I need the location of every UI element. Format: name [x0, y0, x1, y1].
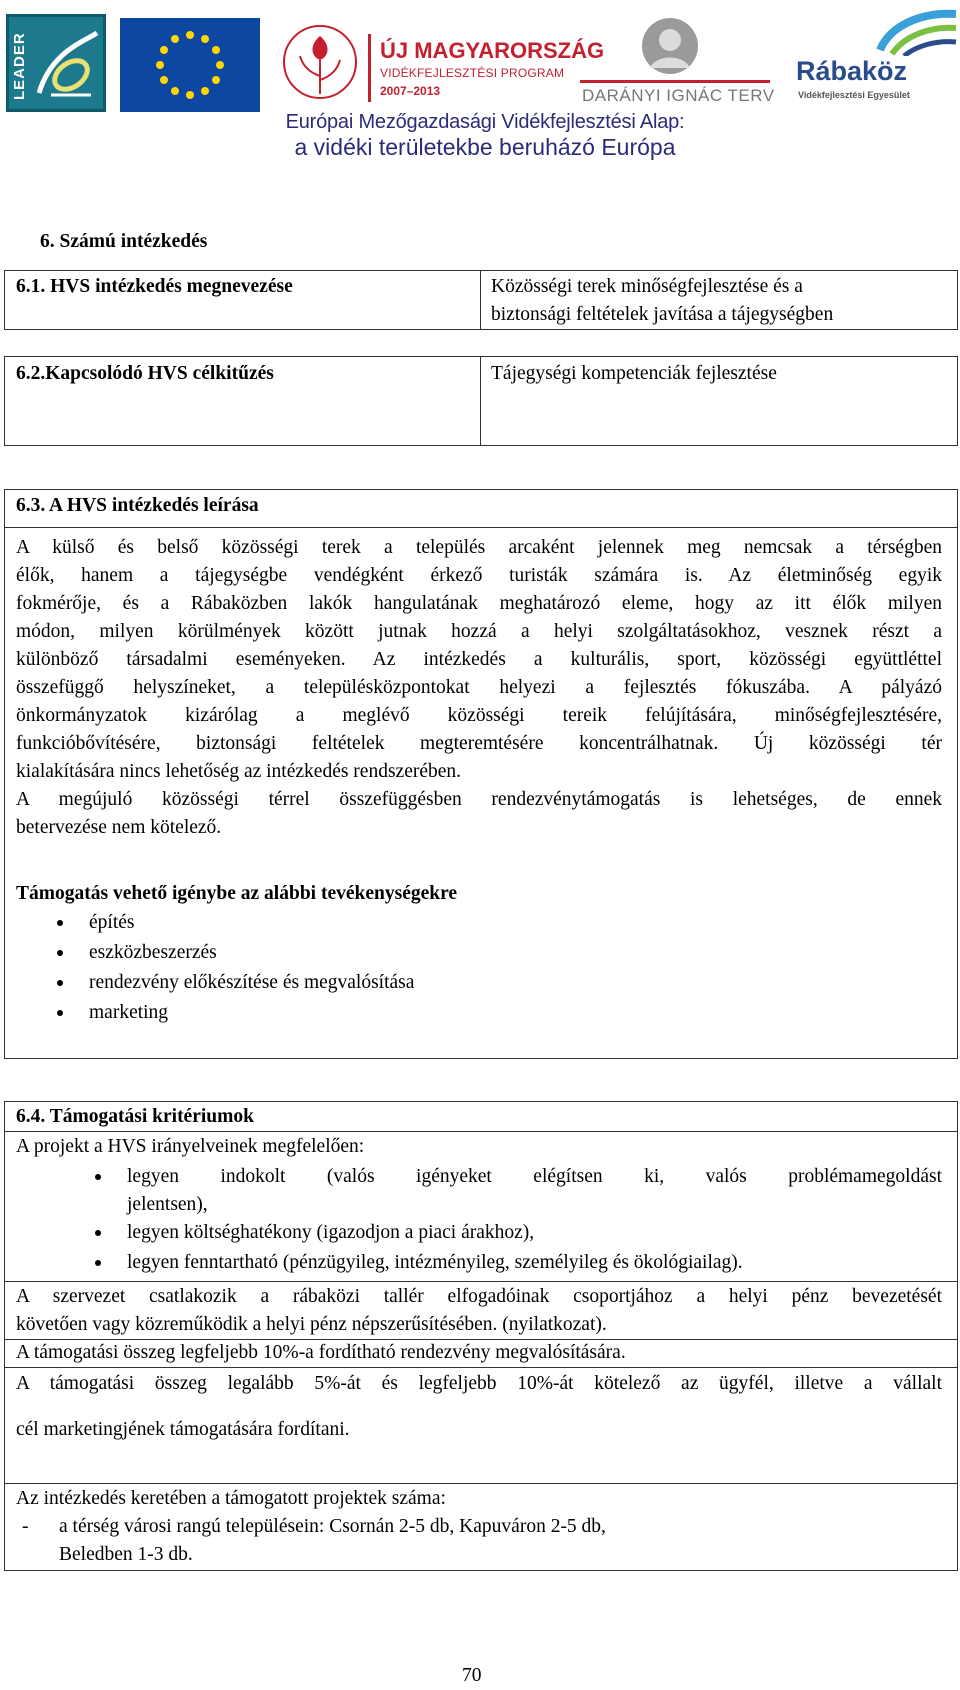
- s63-line: önkormányzatok kizárólag a meglévő közösségi tereik felújítására, minőségfejlesztésére,: [16, 705, 942, 726]
- s64-row5-line2: a térség városi rangú településein: Csornán 2-5 db, Kapuváron 2-5 db,: [59, 1516, 606, 1537]
- s63-label: 6.3. A HVS intézkedés leírása: [16, 495, 259, 516]
- eu-flag-logo: [120, 18, 260, 112]
- s63-line: módon, milyen körülmények között jutnak hozzá a helyi szolgáltatásokhoz, vesznek részt a: [16, 621, 942, 642]
- s63-line: összefüggő helyszíneket, a településközpontokat helyezi a fejlesztés fókuszába. A pályázó: [16, 677, 942, 698]
- bullet-icon: [57, 920, 63, 926]
- s64-row2-line1: A szervezet csatlakozik a rábaközi tallér elfogadóinak csoportjához a helyi pénz bevezetését: [16, 1286, 942, 1307]
- s63-line: különböző társadalmi eseményeken. Az intézkedés a kulturális, sport, közösségi együttléttel: [16, 649, 942, 670]
- ujm-title: ÚJ MAGYARORSZÁG: [380, 38, 605, 63]
- ujm-subtitle: VIDÉKFEJLESZTÉSI PROGRAM: [380, 66, 565, 80]
- bullet-icon: [95, 1230, 101, 1236]
- section-title: 6. Számú intézkedés: [40, 231, 208, 252]
- rabakoz-name: Rábaköz: [796, 56, 908, 86]
- bullet-icon: [95, 1174, 101, 1180]
- s63-description: [16, 534, 942, 842]
- rabakoz-logo: [780, 6, 960, 110]
- darany-text: DARÁNYI IGNÁC TERV: [582, 86, 775, 105]
- s64-row2-line2: követően vagy közreműködik a helyi pénz népszerűsítésében. (nyilatkozat).: [16, 1314, 607, 1335]
- criteria-item: legyen fenntartható (pénzügyileg, intézményileg, személyileg és ökológiailag).: [127, 1252, 743, 1273]
- tulip-icon: [280, 16, 366, 106]
- activity-item: marketing: [89, 1002, 169, 1023]
- rabakoz-subtitle: Vidékfejlesztési Egyesület: [798, 90, 910, 100]
- criteria-item-cont: jelentsen),: [127, 1194, 208, 1215]
- table-64-row-divider: [4, 1131, 958, 1132]
- s61-value-line1: Közösségi terek minőségfejlesztése és a: [491, 276, 803, 297]
- s64-row5-line3: Beledben 1-3 db.: [59, 1544, 193, 1565]
- table-64-row-divider: [4, 1367, 958, 1368]
- table-61-divider: [480, 270, 481, 330]
- uj-magyarorszag-logo: [280, 16, 605, 106]
- eu-fund-line1: Európai Mezőgazdasági Vidékfejlesztési Alap:: [285, 111, 685, 133]
- s64-row4-line1: A támogatási összeg legalább 5%-át és legfeljebb 10%-át kötelező az ügyfél, illetve a vállalt: [16, 1373, 942, 1394]
- s63-line: A megújuló közösségi térrel összefüggésben rendezvénytámogatás is lehetséges, de ennek: [16, 789, 942, 810]
- darany-ignac-logo: [580, 14, 775, 110]
- activity-item: eszközbeszerzés: [89, 942, 217, 963]
- portrait-icon: [580, 14, 770, 80]
- ujm-divider: [368, 34, 371, 102]
- s62-label: 6.2.Kapcsolódó HVS célkitűzés: [16, 363, 274, 384]
- dash-marker: -: [22, 1516, 29, 1537]
- s64-label: 6.4. Támogatási kritériumok: [16, 1106, 254, 1127]
- leader-emblem-icon: [31, 23, 103, 107]
- eu-stars-icon: [120, 18, 260, 112]
- bullet-icon: [57, 950, 63, 956]
- s63-line: kialakítására nincs lehetőség az intézkedés rendszerében.: [16, 761, 462, 782]
- bullet-icon: [95, 1260, 101, 1266]
- eu-fund-line2: a vidéki területekbe beruházó Európa: [294, 134, 676, 160]
- criteria-item: legyen költséghatékony (igazodjon a piaci árakhoz),: [127, 1222, 535, 1243]
- activity-item: építés: [89, 912, 135, 933]
- s63-line: A külső és belső közösségi terek a település arcaként jelennek meg nemcsak a térségben: [16, 537, 942, 558]
- s63-line: élők, hanem a tájegységbe vendégként érkező turisták számára is. Az életminőség egyik: [16, 565, 942, 586]
- s64-row4-line2: cél marketingjének támogatására fordítani.: [16, 1419, 350, 1440]
- page-number: 70: [462, 1665, 482, 1686]
- activities-title: Támogatás vehető igénybe az alábbi tevékenységekre: [16, 883, 458, 904]
- leader-logo-text: LEADER: [11, 32, 28, 100]
- activity-item: rendezvény előkészítése és megvalósítása: [89, 972, 415, 993]
- leader-logo: [6, 14, 106, 112]
- darany-line: [580, 80, 770, 83]
- bullet-icon: [57, 980, 63, 986]
- s62-value: Tájegységi kompetenciák fejlesztése: [491, 363, 777, 384]
- bullet-icon: [57, 1010, 63, 1016]
- wave-icon: [780, 6, 960, 56]
- s63-line: funkcióbővítésére, biztonsági feltételek megteremtésére koncentrálhatnak. Új közösségi tér: [16, 733, 942, 754]
- s64-row5-line1: Az intézkedés keretében a támogatott projektek száma:: [16, 1488, 446, 1509]
- s61-label: 6.1. HVS intézkedés megnevezése: [16, 276, 293, 297]
- table-63-divider: [4, 527, 958, 528]
- s63-line: fokmérője, és a Rábaközben lakók hangulatának meghatározó eleme, hogy az itt élők milyen: [16, 593, 942, 614]
- s64-intro: A projekt a HVS irányelveinek megfelelően:: [16, 1136, 365, 1157]
- table-62-divider: [480, 356, 481, 446]
- criteria-item: legyen indokolt (valós igényeket elégítsen ki, valós problémamegoldást: [127, 1166, 942, 1187]
- table-64-row-divider: [4, 1281, 958, 1282]
- s63-line: betervezése nem kötelező.: [16, 817, 222, 838]
- s64-row3: A támogatási összeg legfeljebb 10%-a fordítható rendezvény megvalósítására.: [16, 1342, 626, 1363]
- eu-fund-caption: [250, 110, 720, 160]
- ujm-years: 2007–2013: [380, 84, 441, 98]
- s61-value-line2: biztonsági feltételek javítása a tájegységben: [491, 304, 834, 325]
- table-64-row-divider: [4, 1483, 958, 1484]
